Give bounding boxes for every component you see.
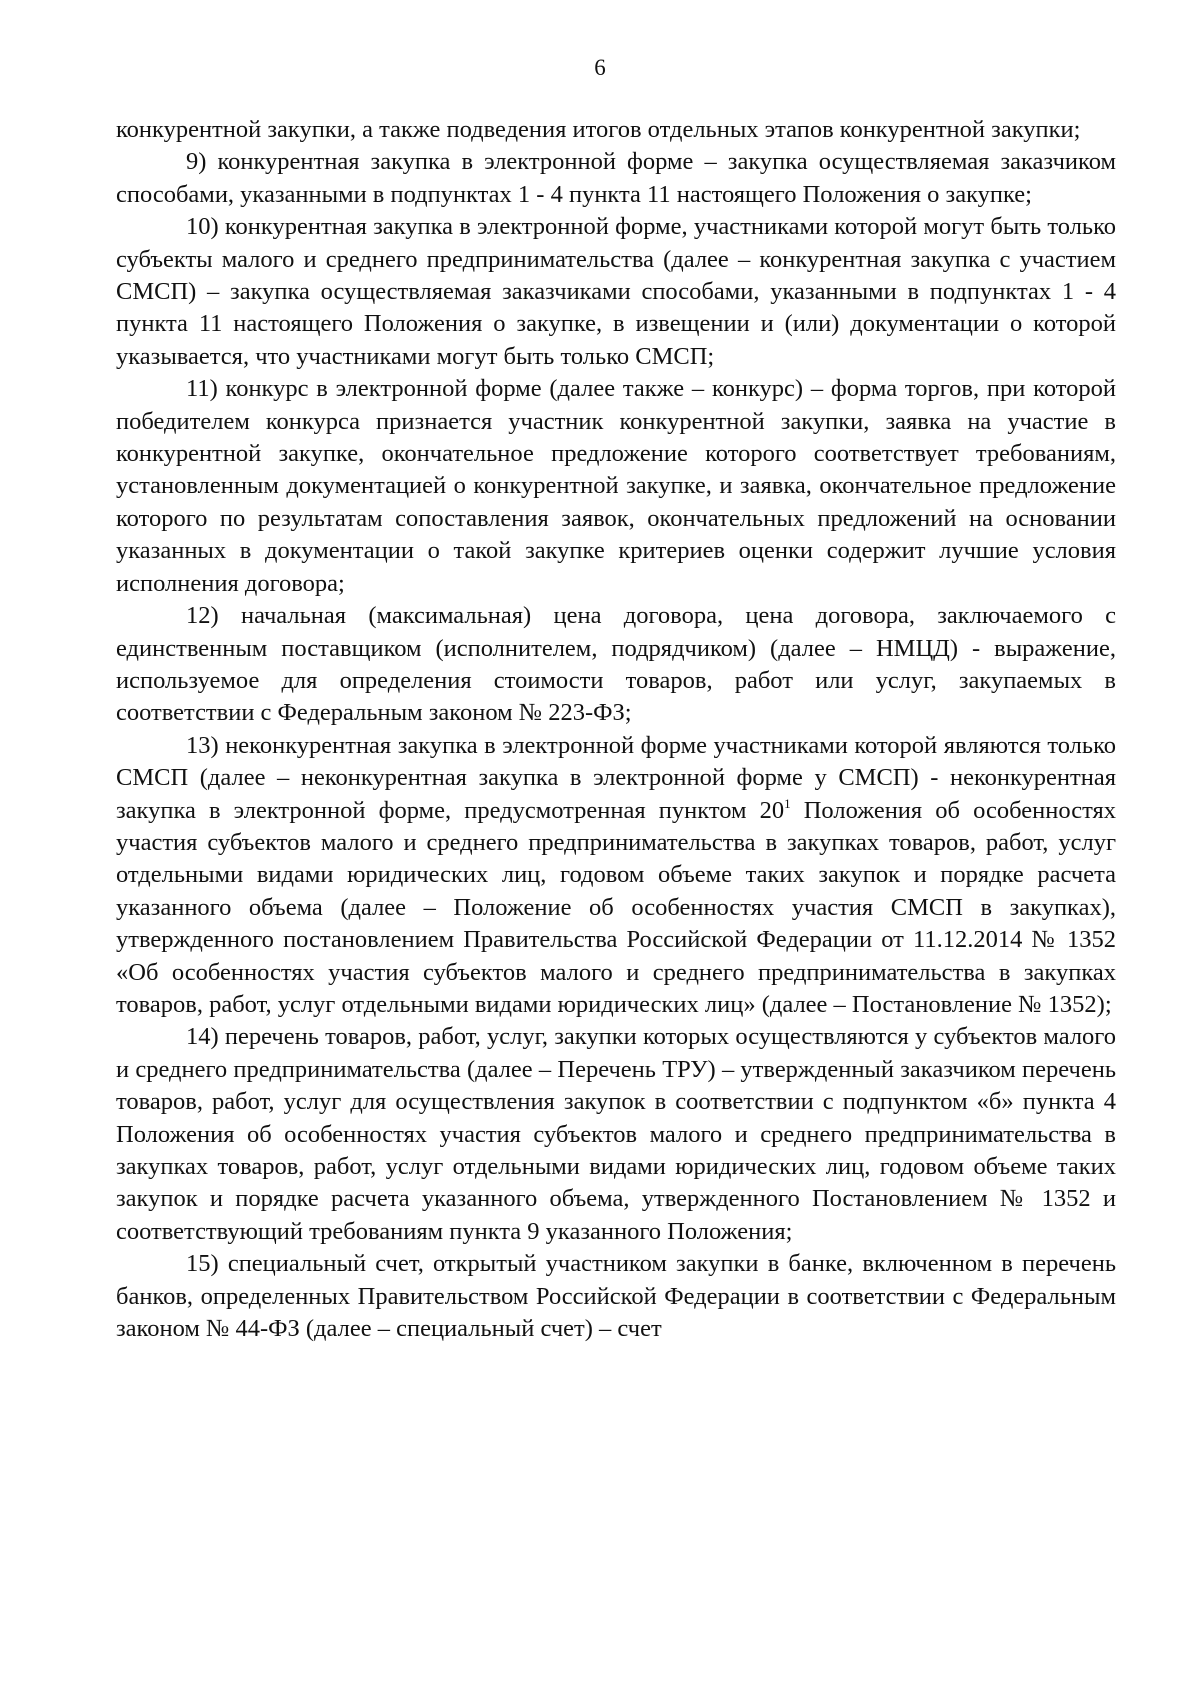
paragraph-9: 9) конкурентная закупка в электронной форме – закупка осуществляемая заказчиком способами, указанными в подпунктах 1 - 4 пункта 11 настоящего Положения о закупке; xyxy=(116,148,1116,208)
page-number: 6 xyxy=(594,55,606,80)
paragraph-13-text-start: 13) неконкурентная закупка в электронной форме участниками которой являются только СМСП (далее – неконкурентная закупка в электронной форме у СМСП) - неконкурентная закупка в электронной форме, предусмотренная пунктом 20 xyxy=(116,731,1116,824)
paragraph-12: 12) начальная (максимальная) цена договора, цена договора, заключаемого с единственным поставщиком (исполнителем, подрядчиком) (далее – НМЦД) - выражение, используемое для определения стоимости товаров, работ или услуг, закупаемых в соответствии с Федеральным законом № 223-ФЗ; xyxy=(116,602,1116,727)
paragraph-13-text-end: Положения об особенностях участия субъектов малого и среднего предпринимательства в закупках товаров, работ, услуг отдельными видами юридических лиц, годовом объеме таких закупок и порядке расчета указанного объема (далее – Положение об особенностях участия СМСП в закупках), утвержденного постановлением Правительства Российской Федерации от 11.12.2014 № 1352 «Об особенностях участия субъектов малого и среднего предпринимательства в закупках товаров, работ, услуг отдельными видами юридических лиц» (далее – Постановление № 1352); xyxy=(116,796,1116,1018)
paragraph-14: 14) перечень товаров, работ, услуг, закупки которых осуществляются у субъектов малого и среднего предпринимательства (далее – Перечень ТРУ) – утвержденный заказчиком перечень товаров, работ, услуг для осуществления закупок в соответствии с подпунктом «б» пункта 4 Положения об особенностях участия субъектов малого и среднего предпринимательства в закупках товаров, работ, услуг отдельными видами юридических лиц, годовом объеме таких закупок и порядке расчета указанного объема, утвержденного Постановлением № 1352 и соответствующий требованиям пункта 9 указанного Положения; xyxy=(116,1023,1116,1245)
paragraph-15: 15) специальный счет, открытый участником закупки в банке, включенном в перечень банков, определенных Правительством Российской Федерации в соответствии с Федеральным законом № 44-ФЗ (далее – специальный счет) – счет xyxy=(116,1250,1116,1343)
paragraph-8-continuation: конкурентной закупки, а также подведения итогов отдельных этапов конкурентной закупки; xyxy=(116,116,1081,143)
document-body xyxy=(116,114,1116,1345)
paragraph-11: 11) конкурс в электронной форме (далее также – конкурс) – форма торгов, при которой победителем конкурса признается участник конкурентной закупки, заявка на участие в конкурентной закупке, окончательное предложение которого соответствует требованиям, установленным документацией о конкурентной закупке, и заявка, окончательное предложение которого по результатам сопоставления заявок, окончательных предложений на основании указанных в документации о такой закупке критериев оценки содержит лучшие условия исполнения договора; xyxy=(116,375,1116,597)
paragraph-13 xyxy=(116,730,1116,1022)
paragraph-13-superscript: 1 xyxy=(784,795,791,811)
paragraph-10: 10) конкурентная закупка в электронной форме, участниками которой могут быть только субъекты малого и среднего предпринимательства (далее – конкурентная закупка с участием СМСП) – закупка осуществляемая заказчиками способами, указанными в подпунктах 1 - 4 пункта 11 настоящего Положения о закупке, в извещении и (или) документации о которой указывается, что участниками могут быть только СМСП; xyxy=(116,213,1116,370)
